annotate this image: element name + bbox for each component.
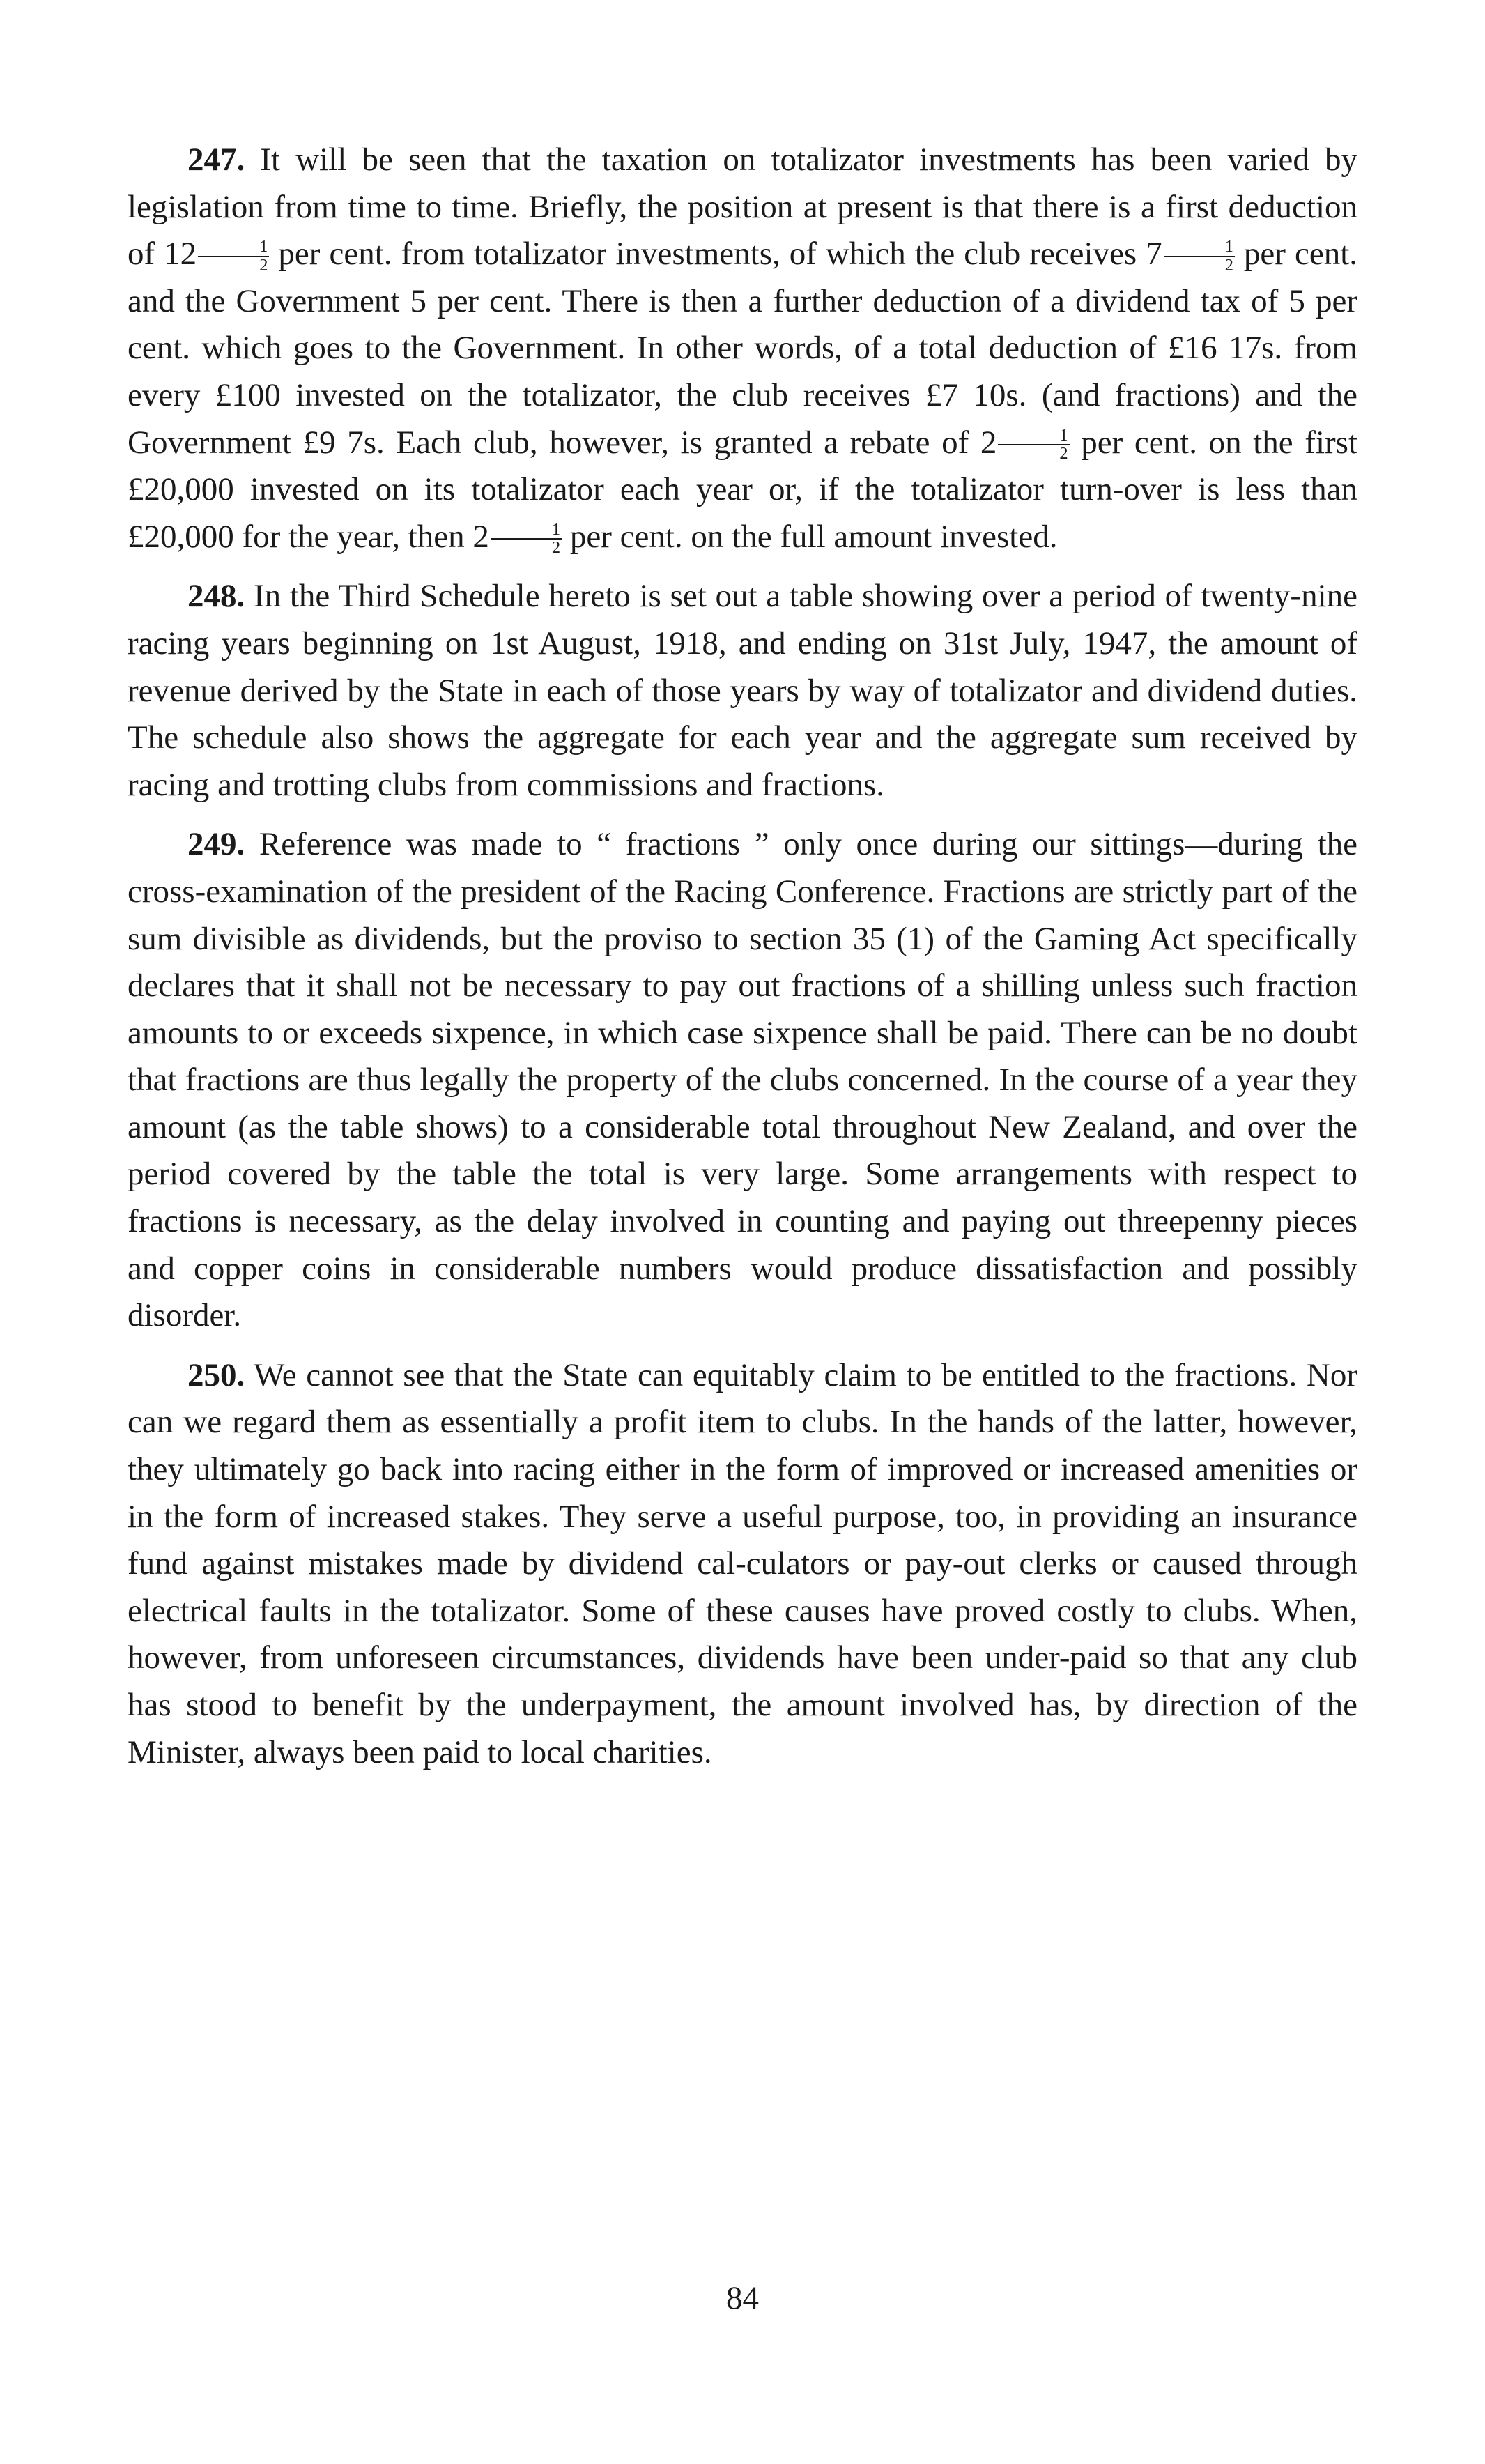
paragraph-249 — [128, 821, 1357, 1340]
page-number: 84 — [726, 2280, 759, 2316]
paragraph-text: We cannot see that the State can equitably claim to be entitled to the fractions. Nor can we regard them as essentially a profit item to clubs. In the hands of the latter, however, they ultimately go back into racing either in the form of improved or increased amenities or in the form of increased stakes. They serve a useful purpose, too, in providing an insurance fund against mistakes made by dividend cal-culators or pay-out clerks or caused through electrical faults in the totalizator. Some of these causes have proved costly to clubs. When, however, from unforeseen circumstances, dividends have been under-paid so that any club has stood to benefit by the underpayment, the amount involved has, by direction of the Minister, always been paid to local charities. — [128, 1356, 1357, 1770]
paragraph-250 — [128, 1352, 1357, 1776]
paragraph-number: 249. — [187, 826, 245, 863]
paragraph-number: 248. — [187, 578, 245, 615]
paragraph-text: In the Third Schedule hereto is set out a table showing over a period of twenty-nine racing years beginning on 1st August, 1918, and ending on 31st July, 1947, the amount of revenue derived by the State in each of those years by way of totalizator and dividend duties. The schedule also shows the aggregate for each year and the aggregate sum received by racing and trotting clubs from commissions and fractions. — [128, 578, 1357, 803]
fraction-one-half: $\frac{1}{2}$ — [1164, 238, 1235, 274]
body-text — [128, 137, 1357, 1789]
fraction-one-half: $\frac{1}{2}$ — [198, 238, 269, 274]
paragraph-text: per cent. on the first £20,000 invested on its totalizator each year or, if the totalizator turn-over is less than £20,000 for the year, then 2 — [128, 424, 1358, 555]
fraction-one-half: $\frac{1}{2}$ — [998, 427, 1069, 463]
paragraph-number: 247. — [187, 141, 245, 178]
paragraph-text: Reference was made to “ fractions ” only once during our sittings—during the cross-examination of the president of the Racing Conference. Fractions are strictly part of the sum divisible as dividends, but the proviso to section 35 (1) of the Gaming Act specifically declares that it shall not be necessary to pay out fractions of a shilling unless such fraction amounts to or exceeds sixpence, in which case sixpence shall be paid. There can be no doubt that fractions are thus legally the property of the clubs concerned. In the course of a year they amount (as the table shows) to a considerable total throughout New Zealand, and over the period covered by the table the total is very large. Some arrangements with respect to fractions is necessary, as the delay involved in counting and paying out threepenny pieces and copper coins in considerable numbers would produce dissatisfaction and possibly disorder. — [128, 826, 1357, 1334]
paragraph-number: 250. — [187, 1356, 245, 1393]
paragraph-text: per cent. from totalizator investments, of which the club receives 7 — [269, 236, 1162, 273]
paragraph-248 — [128, 573, 1357, 809]
paragraph-text: It will be seen that the taxation on totalizator investments has been varied by legislation from time to time. Briefly, the position at present is that there is a first deduction of 12 — [128, 141, 1357, 273]
paragraph-text: per cent. and the Government 5 per cent. There is then a further deduction of a dividend tax of 5 per cent. which goes to the Government. In other words, of a total deduction of £16 17s. from every £100 invested on the totalizator, the club receives £7 10s. (and fractions) and the Government £9 7s. Each club, however, is granted a rebate of 2 — [128, 236, 1357, 461]
paragraph-text: per cent. on the full amount invested. — [562, 518, 1058, 555]
paragraph-247 — [128, 137, 1357, 560]
fraction-one-half: $\frac{1}{2}$ — [491, 521, 562, 557]
